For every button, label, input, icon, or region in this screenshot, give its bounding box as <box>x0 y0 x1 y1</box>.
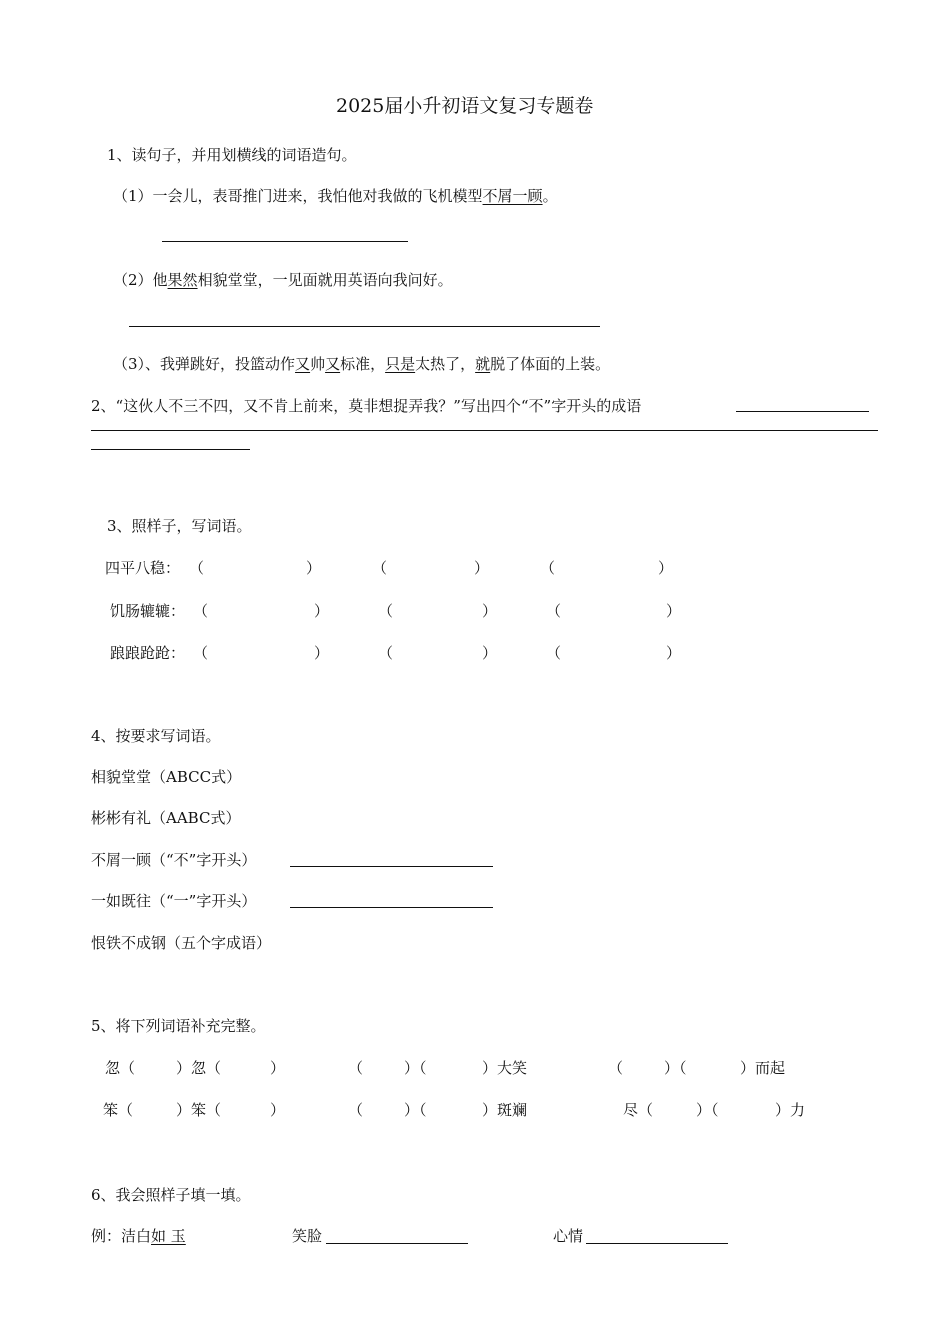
q6-item-smile: 笑脸 <box>292 1227 323 1245</box>
fill-word-part: ）而起 <box>740 1059 786 1077</box>
answer-line[interactable] <box>290 866 493 867</box>
fill-word-part: （ <box>348 1059 364 1077</box>
fill-word-part: ）大笑 <box>482 1059 528 1077</box>
q3-row-label: 饥肠辘辘： <box>110 602 186 620</box>
q3-row-label: 四平八稳： <box>105 559 181 577</box>
fill-word-part: ） <box>270 1101 286 1119</box>
fill-word-part: 尽（ <box>623 1101 654 1119</box>
question-5-heading: 5、将下列词语补充完整。 <box>91 1017 266 1035</box>
sentence-text: 标准， <box>340 355 386 373</box>
close-paren: ） <box>314 602 330 620</box>
fill-word-part: ）力 <box>775 1101 806 1119</box>
answer-line[interactable] <box>326 1243 468 1244</box>
open-paren: （ <box>546 602 562 620</box>
answer-line[interactable] <box>162 241 408 242</box>
question-2-text: 2、“这伙人不三不四，又不肯上前来，莫非想捉弄我？”写出四个“不”字开头的成语 <box>91 397 642 415</box>
fill-word-part: ）笨（ <box>176 1101 222 1119</box>
sentence-text: 相貌堂堂，一见面就用英语向我问好。 <box>197 271 453 289</box>
question-6-heading: 6、我会照样子填一填。 <box>91 1186 251 1204</box>
underlined-word: 果然 <box>167 271 198 289</box>
close-paren: ） <box>666 644 682 662</box>
example-underlined: 如 玉 <box>151 1227 186 1245</box>
q4-item: 不屑一顾（“不”字开头） <box>91 851 257 869</box>
sentence-text: 。 <box>542 187 558 205</box>
fill-word-part: ）（ <box>404 1101 427 1119</box>
fill-word-part: 忽（ <box>105 1059 136 1077</box>
q4-item: 恨铁不成钢（五个字成语） <box>91 934 272 952</box>
fill-word-part: ）（ <box>664 1059 687 1077</box>
fill-word-part: ）斑斓 <box>482 1101 528 1119</box>
fill-word-part: ） <box>270 1059 286 1077</box>
underlined-word: 就 <box>475 355 491 373</box>
underlined-word: 不屑一顾 <box>482 187 543 205</box>
answer-line[interactable] <box>91 449 250 450</box>
open-paren: （ <box>378 602 394 620</box>
close-paren: ） <box>314 644 330 662</box>
sentence-text: 太热了， <box>415 355 476 373</box>
question-3-heading: 3、照样子，写词语。 <box>107 517 252 535</box>
fill-word-part: 笨（ <box>103 1101 134 1119</box>
question-1-heading: 1、读句子，并用划横线的词语造句。 <box>107 146 357 164</box>
open-paren: （ <box>193 644 209 662</box>
sentence-text: 脱了体面的上装。 <box>490 355 611 373</box>
example-text: 例：洁白 <box>91 1227 152 1245</box>
answer-line[interactable] <box>586 1243 728 1244</box>
sentence-text: 帅 <box>310 355 326 373</box>
close-paren: ） <box>658 559 674 577</box>
close-paren: ） <box>474 559 490 577</box>
fill-word-part: （ <box>608 1059 624 1077</box>
question-1-sentence-1 <box>113 186 558 206</box>
answer-line[interactable] <box>129 326 600 327</box>
close-paren: ） <box>306 559 322 577</box>
close-paren: ） <box>482 644 498 662</box>
q6-example <box>91 1226 186 1246</box>
close-paren: ） <box>666 602 682 620</box>
question-4-heading: 4、按要求写词语。 <box>91 727 221 745</box>
q4-item: 一如既往（“一”字开头） <box>91 892 257 910</box>
fill-word-part: ）（ <box>696 1101 719 1119</box>
q4-item: 相貌堂堂（ABCC式） <box>91 768 242 786</box>
sentence-text: （2）他 <box>113 271 168 289</box>
q3-row-label: 踉踉跄跄： <box>110 644 186 662</box>
open-paren: （ <box>189 559 205 577</box>
fill-word-part: ）（ <box>404 1059 427 1077</box>
underlined-word: 又 <box>295 355 311 373</box>
open-paren: （ <box>372 559 388 577</box>
answer-line[interactable] <box>736 411 869 412</box>
open-paren: （ <box>546 644 562 662</box>
underlined-word: 又 <box>325 355 341 373</box>
question-1-sentence-2 <box>113 270 453 290</box>
open-paren: （ <box>378 644 394 662</box>
sentence-text: （1）一会儿，表哥推门进来，我怕他对我做的飞机模型 <box>113 187 483 205</box>
q6-item-mood: 心情 <box>553 1227 584 1245</box>
underlined-word: 只是 <box>385 355 416 373</box>
answer-line[interactable] <box>91 430 878 431</box>
sentence-text: （3）、我弹跳好，投篮动作 <box>113 355 296 373</box>
open-paren: （ <box>193 602 209 620</box>
fill-word-part: ）忽（ <box>176 1059 222 1077</box>
question-1-sentence-3 <box>113 354 610 374</box>
fill-word-part: （ <box>348 1101 364 1119</box>
page-title: 2025届小升初语文复习专题卷 <box>336 95 594 117</box>
answer-line[interactable] <box>290 907 493 908</box>
q4-item: 彬彬有礼（AABC式） <box>91 809 241 827</box>
open-paren: （ <box>540 559 556 577</box>
close-paren: ） <box>482 602 498 620</box>
